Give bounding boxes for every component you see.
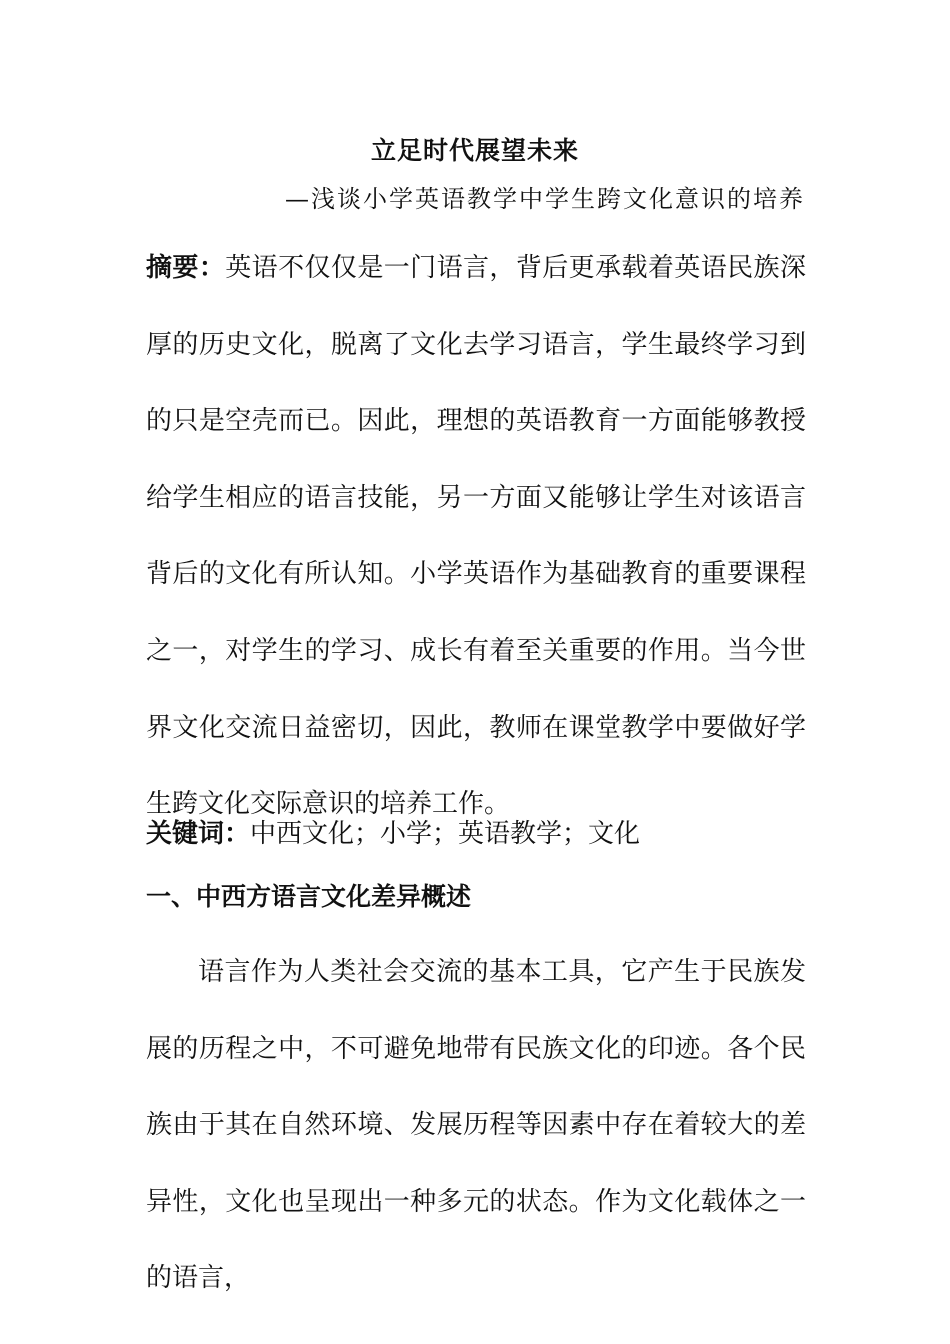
keywords-label: 关键词： xyxy=(146,819,251,849)
abstract-label: 摘要： xyxy=(146,253,226,283)
abstract-paragraph xyxy=(146,230,806,843)
keywords-text: 中西文化；小学；英语教学；文化 xyxy=(250,819,641,849)
keywords-line xyxy=(146,812,806,856)
body-paragraph: 语言作为人类社会交流的基本工具，它产生于民族发展的历程之中，不可避免地带有民族文化的印迹。各个民族由于其在自然环境、发展历程等因素中存在着较大的差异性，文化也呈现出一种多元的状态。作为文化载体之一的语言， xyxy=(146,957,806,1294)
document-subtitle: —浅谈小学英语教学中学生跨文化意识的培养 xyxy=(285,185,805,213)
document-title: 立足时代展望未来 xyxy=(370,136,579,165)
section-heading: 一、中西方语言文化差异概述 xyxy=(146,882,472,911)
abstract-text: 英语不仅仅是一门语言，背后更承载着英语民族深厚的历史文化，脱离了文化去学习语言，学生最终学习到的只是空壳而已。因此，理想的英语教育一方面能够教授给学生相应的语言技能，另一方面又能够让学生对该语言背后的文化有所认知。小学英语作为基础教育的重要课程之一，对学生的学习、成长有着至关重要的作用。当今世界文化交流日益密切，因此，教师在课堂教学中要做好学生跨文化交际意识的培养工作。 xyxy=(146,253,806,820)
